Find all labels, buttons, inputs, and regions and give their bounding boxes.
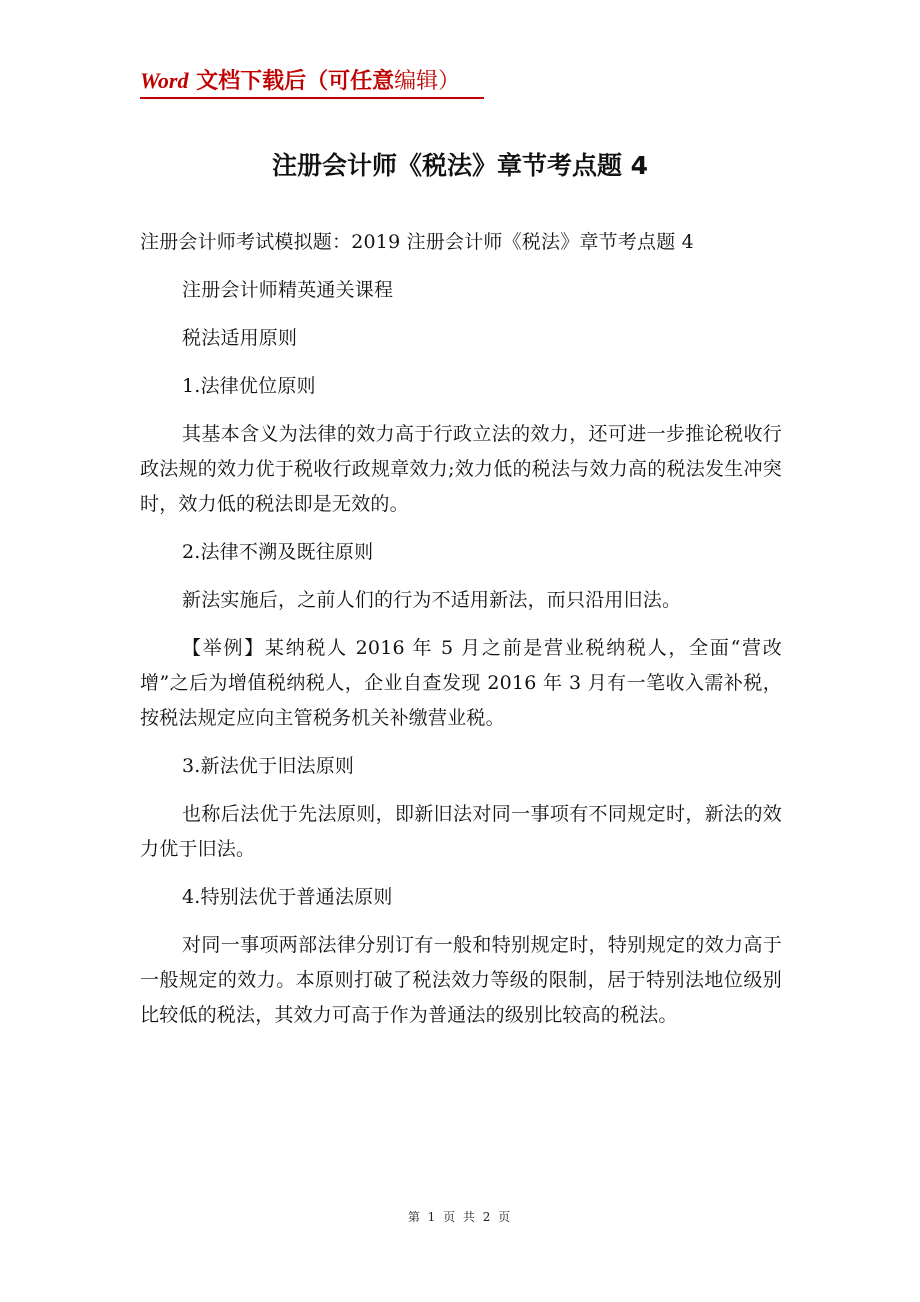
section-heading: 税法适用原则 [182,327,298,349]
header-suffix-text: 编辑） [394,69,461,94]
header-text: 文档下载后（可任意 [188,68,395,94]
paragraph-text: 新法实施后，之前人们的行为不适用新法，而只沿用旧法。 [182,589,682,611]
download-header-link[interactable] [140,66,484,99]
header-word-text: Word [140,68,189,93]
paragraph-text: 对同一事项两部法律分别订有一般和特别规定时，特别规定的效力高于一般规定的效力。本原则打破了税法效力等级的限制，居于特别法地位级别比较低的税法，其效力可高于作为普通法的级别比较高的税法。 [140,934,782,1026]
document-body [140,225,782,1046]
paragraph-text: 其基本含义为法律的效力高于行政立法的效力，还可进一步推论税收行政法规的效力优于税收行政规章效力;效力低的税法与效力高的税法发生冲突时，效力低的税法即是无效的。 [140,423,782,515]
principle-heading-4: 4.特别法优于普通法原则 [182,886,393,908]
principle-heading-3: 3.新法优于旧法原则 [182,755,355,777]
paragraph-text: 也称后法优于先法原则，即新旧法对同一事项有不同规定时，新法的效力优于旧法。 [140,803,782,860]
paragraph-example: 【举例】某纳税人 2016 年 5 月之前是营业税纳税人，全面“营改增”之后为增值税纳税人，企业自查发现 2016 年 3 月有一笔收入需补税，按税法规定应向主管税务机关补缴营业税。 [140,637,782,729]
paragraph-intro: 注册会计师考试模拟题：2019 注册会计师《税法》章节考点题 4 [140,231,694,253]
paragraph-course: 注册会计师精英通关课程 [182,279,394,301]
page-number-footer: 第 1 页 共 2 页 [407,1210,513,1224]
document-title: 注册会计师《税法》章节考点题 4 [271,151,649,180]
principle-heading-1: 1.法律优位原则 [182,375,316,397]
principle-heading-2: 2.法律不溯及既往原则 [182,541,374,563]
